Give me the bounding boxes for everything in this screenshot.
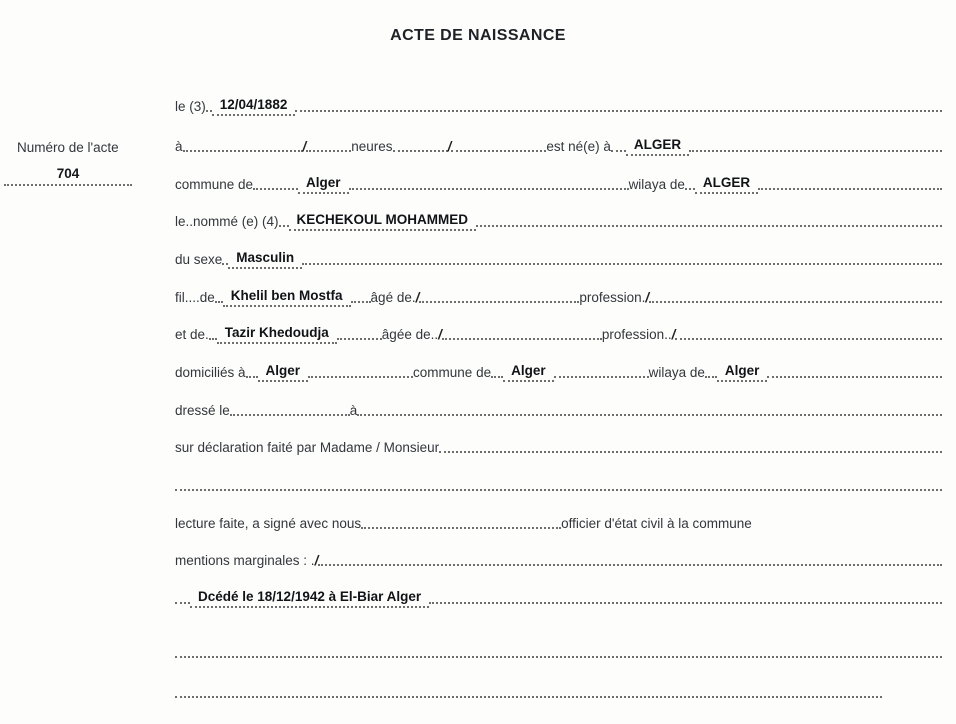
drawn-up-at-label: à xyxy=(349,403,358,418)
slash-mark: / xyxy=(302,139,307,154)
civil-officer-label: officier d'état civil à la commune xyxy=(561,516,752,531)
field-death-mention xyxy=(175,586,942,608)
dotted-leader xyxy=(175,696,882,698)
field-drawn-up xyxy=(175,398,942,420)
residence-commune-value: Alger xyxy=(503,363,554,382)
dotted-leader xyxy=(685,188,695,190)
marginal-mentions-label: mentions marginales : . xyxy=(175,553,315,568)
dotted-leader xyxy=(295,110,942,112)
dotted-leader xyxy=(337,338,382,340)
domiciled-label: domiciliés à xyxy=(175,365,246,380)
slash-mark: / xyxy=(447,139,452,154)
father-label: fil....de xyxy=(175,290,215,305)
dotted-leader xyxy=(429,602,942,604)
birth-date-value: 12/04/1882 xyxy=(212,97,296,116)
birthplace-value: ALGER xyxy=(626,137,689,156)
declaration-label: sur déclaration faité par Madame / Monsieur xyxy=(175,440,440,455)
dotted-leader xyxy=(308,376,413,378)
slash-mark: / xyxy=(314,553,319,568)
dotted-leader xyxy=(758,188,942,190)
dotted-leader xyxy=(767,376,942,378)
slash-mark: / xyxy=(671,327,676,342)
death-mention-value: Dcédé le 18/12/1942 à El-Biar Alger xyxy=(190,589,429,608)
born-at-label: est né(e) à xyxy=(546,139,611,154)
residence-commune-label: commune de xyxy=(413,365,492,380)
drawn-up-label: dressé le xyxy=(175,403,230,418)
wilaya-label: wilaya de xyxy=(628,177,685,192)
dotted-leader xyxy=(419,301,579,303)
dotted-leader xyxy=(439,451,942,453)
field-mother xyxy=(175,322,942,344)
hours-label: neures xyxy=(351,139,393,154)
field-residence xyxy=(175,360,942,382)
dotted-leader xyxy=(451,150,546,152)
slash-mark: / xyxy=(438,327,442,342)
domiciled-value: Alger xyxy=(258,363,309,382)
field-birth-date xyxy=(175,94,942,116)
commune-label: commune de xyxy=(175,177,254,192)
mother-name-value: Tazir Khedoudja xyxy=(217,325,337,344)
sex-label: du sexe xyxy=(175,252,223,267)
dotted-leader xyxy=(318,564,942,566)
field-birth-place xyxy=(175,134,942,156)
dotted-leader xyxy=(351,301,371,303)
dotted-leader xyxy=(554,376,649,378)
dotted-leader xyxy=(491,376,503,378)
dotted-leader xyxy=(279,225,289,227)
sex-value: Masculin xyxy=(228,250,302,269)
field-marginal-mentions xyxy=(175,548,942,570)
dotted-leader xyxy=(215,301,223,303)
field-declarant xyxy=(175,435,942,457)
dotted-leader xyxy=(393,150,448,152)
dotted-leader xyxy=(689,150,942,152)
dotted-leader xyxy=(611,150,626,152)
dotted-leader xyxy=(230,414,350,416)
mother-age-label: âgée de.. xyxy=(381,327,439,342)
father-name-value: Khelil ben Mostfa xyxy=(223,288,351,307)
named-label: le..nommé (e) (4) xyxy=(175,214,279,229)
mother-profession-label: profession.. xyxy=(601,327,672,342)
empty-dotted-line xyxy=(175,680,882,702)
field-officer xyxy=(175,511,942,533)
reading-label: lecture faite, a signé avec nous xyxy=(175,516,362,531)
mother-label: et de. xyxy=(175,327,209,342)
field-full-name xyxy=(175,209,942,231)
dotted-leader xyxy=(349,188,629,190)
dotted-leader xyxy=(302,263,942,265)
field-commune xyxy=(175,172,942,194)
dotted-leader xyxy=(175,602,190,604)
dotted-leader xyxy=(306,150,351,152)
residence-wilaya-value: Alger xyxy=(717,363,768,382)
field-father xyxy=(175,285,942,307)
birth-date-label: le (3) xyxy=(175,99,206,114)
dotted-leader xyxy=(705,376,717,378)
empty-dotted-line xyxy=(175,473,942,495)
empty-dotted-line xyxy=(175,640,942,662)
dotted-leader xyxy=(476,225,942,227)
dotted-leader xyxy=(175,489,942,491)
document-title: ACTE DE NAISSANCE xyxy=(390,27,566,44)
dotted-leader xyxy=(183,150,303,152)
slash-mark: / xyxy=(645,290,650,305)
form-body xyxy=(175,0,942,724)
dotted-leader xyxy=(253,188,298,190)
wilaya-value: ALGER xyxy=(695,175,758,194)
dotted-leader xyxy=(649,301,942,303)
dotted-leader xyxy=(357,414,942,416)
dotted-leader xyxy=(175,656,942,658)
dotted-leader xyxy=(209,338,217,340)
father-age-label: âgé de. xyxy=(370,290,416,305)
slash-mark: / xyxy=(415,290,420,305)
act-number-label: Numéro de l'acte xyxy=(17,140,119,155)
father-profession-label: profession. xyxy=(579,290,646,305)
dotted-leader xyxy=(675,338,942,340)
act-number-value: 704 xyxy=(4,166,132,186)
field-sex xyxy=(175,247,942,269)
dotted-leader xyxy=(442,338,602,340)
at-label: à xyxy=(175,139,183,154)
residence-wilaya-label: wilaya de xyxy=(648,365,705,380)
commune-value: Alger xyxy=(298,175,349,194)
full-name-value: KECHEKOUL MOHAMMED xyxy=(289,212,477,231)
dotted-leader xyxy=(246,376,258,378)
dotted-leader xyxy=(361,527,561,529)
